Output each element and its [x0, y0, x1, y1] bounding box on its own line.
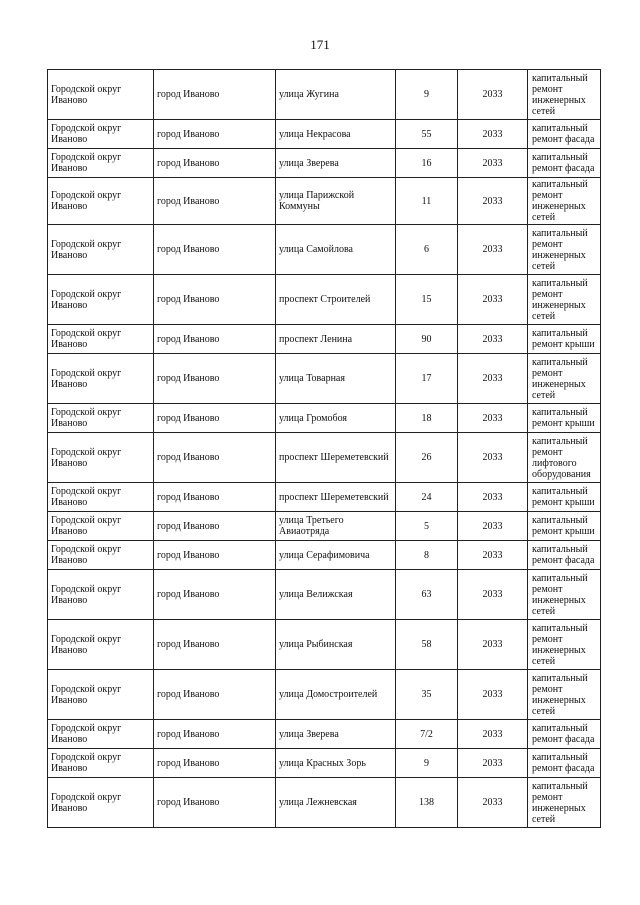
municipality-cell: Городской округ Иваново — [48, 720, 154, 749]
table-row — [48, 570, 601, 620]
work-type-cell: капитальный ремонт крыши — [528, 512, 601, 541]
year-cell: 2033 — [458, 720, 528, 749]
street-cell: улица Товарная — [276, 354, 396, 404]
municipality-cell: Городской округ Иваново — [48, 541, 154, 570]
street-cell: улица Красных Зорь — [276, 749, 396, 778]
street-cell: проспект Ленина — [276, 325, 396, 354]
street-cell: улица Некрасова — [276, 120, 396, 149]
house-number-cell: 6 — [396, 225, 458, 275]
street-cell: улица Жугина — [276, 70, 396, 120]
table-body — [48, 70, 601, 828]
house-number-cell: 90 — [396, 325, 458, 354]
table-row — [48, 620, 601, 670]
repair-schedule-table — [47, 69, 601, 828]
table-row — [48, 325, 601, 354]
settlement-cell: город Иваново — [154, 670, 276, 720]
municipality-cell: Городской округ Иваново — [48, 325, 154, 354]
settlement-cell: город Иваново — [154, 70, 276, 120]
house-number-cell: 58 — [396, 620, 458, 670]
municipality-cell: Городской округ Иваново — [48, 433, 154, 483]
street-cell: улица Рыбинская — [276, 620, 396, 670]
municipality-cell: Городской округ Иваново — [48, 225, 154, 275]
year-cell: 2033 — [458, 483, 528, 512]
work-type-cell: капитальный ремонт инженерных сетей — [528, 354, 601, 404]
work-type-cell: капитальный ремонт инженерных сетей — [528, 570, 601, 620]
work-type-cell: капитальный ремонт инженерных сетей — [528, 275, 601, 325]
settlement-cell: город Иваново — [154, 225, 276, 275]
table-row — [48, 120, 601, 149]
year-cell: 2033 — [458, 749, 528, 778]
table-row — [48, 178, 601, 225]
year-cell: 2033 — [458, 120, 528, 149]
house-number-cell: 55 — [396, 120, 458, 149]
work-type-cell: капитальный ремонт фасада — [528, 720, 601, 749]
work-type-cell: капитальный ремонт инженерных сетей — [528, 778, 601, 828]
year-cell: 2033 — [458, 225, 528, 275]
settlement-cell: город Иваново — [154, 512, 276, 541]
year-cell: 2033 — [458, 778, 528, 828]
table-row — [48, 225, 601, 275]
municipality-cell: Городской округ Иваново — [48, 178, 154, 225]
settlement-cell: город Иваново — [154, 275, 276, 325]
municipality-cell: Городской округ Иваново — [48, 354, 154, 404]
street-cell: проспект Строителей — [276, 275, 396, 325]
table-row — [48, 749, 601, 778]
house-number-cell: 5 — [396, 512, 458, 541]
year-cell: 2033 — [458, 541, 528, 570]
table-row — [48, 541, 601, 570]
municipality-cell: Городской округ Иваново — [48, 149, 154, 178]
street-cell: улица Громобоя — [276, 404, 396, 433]
house-number-cell: 63 — [396, 570, 458, 620]
table-row — [48, 670, 601, 720]
house-number-cell: 26 — [396, 433, 458, 483]
year-cell: 2033 — [458, 404, 528, 433]
street-cell: улица Третьего Авиаотряда — [276, 512, 396, 541]
work-type-cell: капитальный ремонт инженерных сетей — [528, 670, 601, 720]
settlement-cell: город Иваново — [154, 325, 276, 354]
municipality-cell: Городской округ Иваново — [48, 404, 154, 433]
settlement-cell: город Иваново — [154, 570, 276, 620]
municipality-cell: Городской округ Иваново — [48, 275, 154, 325]
house-number-cell: 9 — [396, 70, 458, 120]
settlement-cell: город Иваново — [154, 541, 276, 570]
street-cell: улица Парижской Коммуны — [276, 178, 396, 225]
street-cell: улица Лежневская — [276, 778, 396, 828]
table-row — [48, 70, 601, 120]
street-cell: проспект Шереметевский — [276, 433, 396, 483]
settlement-cell: город Иваново — [154, 404, 276, 433]
street-cell: улица Велижская — [276, 570, 396, 620]
municipality-cell: Городской округ Иваново — [48, 570, 154, 620]
work-type-cell: капитальный ремонт инженерных сетей — [528, 225, 601, 275]
table-row — [48, 404, 601, 433]
work-type-cell: капитальный ремонт фасада — [528, 749, 601, 778]
year-cell: 2033 — [458, 670, 528, 720]
work-type-cell: капитальный ремонт инженерных сетей — [528, 70, 601, 120]
municipality-cell: Городской округ Иваново — [48, 749, 154, 778]
year-cell: 2033 — [458, 570, 528, 620]
work-type-cell: капитальный ремонт инженерных сетей — [528, 620, 601, 670]
year-cell: 2033 — [458, 275, 528, 325]
settlement-cell: город Иваново — [154, 620, 276, 670]
work-type-cell: капитальный ремонт лифтового оборудования — [528, 433, 601, 483]
table-row — [48, 354, 601, 404]
house-number-cell: 9 — [396, 749, 458, 778]
table-row — [48, 720, 601, 749]
year-cell: 2033 — [458, 325, 528, 354]
house-number-cell: 18 — [396, 404, 458, 433]
municipality-cell: Городской округ Иваново — [48, 483, 154, 512]
table-row — [48, 778, 601, 828]
settlement-cell: город Иваново — [154, 178, 276, 225]
municipality-cell: Городской округ Иваново — [48, 670, 154, 720]
house-number-cell: 11 — [396, 178, 458, 225]
house-number-cell: 8 — [396, 541, 458, 570]
house-number-cell: 17 — [396, 354, 458, 404]
house-number-cell: 138 — [396, 778, 458, 828]
house-number-cell: 24 — [396, 483, 458, 512]
settlement-cell: город Иваново — [154, 120, 276, 149]
table-row — [48, 483, 601, 512]
municipality-cell: Городской округ Иваново — [48, 778, 154, 828]
work-type-cell: капитальный ремонт крыши — [528, 483, 601, 512]
house-number-cell: 16 — [396, 149, 458, 178]
year-cell: 2033 — [458, 70, 528, 120]
work-type-cell: капитальный ремонт фасада — [528, 541, 601, 570]
year-cell: 2033 — [458, 620, 528, 670]
house-number-cell: 7/2 — [396, 720, 458, 749]
table-row — [48, 275, 601, 325]
work-type-cell: капитальный ремонт инженерных сетей — [528, 178, 601, 225]
page-number: 171 — [310, 37, 330, 52]
house-number-cell: 35 — [396, 670, 458, 720]
settlement-cell: город Иваново — [154, 354, 276, 404]
street-cell: улица Зверева — [276, 720, 396, 749]
year-cell: 2033 — [458, 512, 528, 541]
settlement-cell: город Иваново — [154, 749, 276, 778]
table-row — [48, 149, 601, 178]
street-cell: улица Самойлова — [276, 225, 396, 275]
settlement-cell: город Иваново — [154, 778, 276, 828]
year-cell: 2033 — [458, 433, 528, 483]
table-row — [48, 512, 601, 541]
work-type-cell: капитальный ремонт крыши — [528, 404, 601, 433]
year-cell: 2033 — [458, 178, 528, 225]
work-type-cell: капитальный ремонт крыши — [528, 325, 601, 354]
work-type-cell: капитальный ремонт фасада — [528, 120, 601, 149]
municipality-cell: Городской округ Иваново — [48, 620, 154, 670]
settlement-cell: город Иваново — [154, 433, 276, 483]
settlement-cell: город Иваново — [154, 149, 276, 178]
work-type-cell: капитальный ремонт фасада — [528, 149, 601, 178]
street-cell: проспект Шереметевский — [276, 483, 396, 512]
municipality-cell: Городской округ Иваново — [48, 512, 154, 541]
year-cell: 2033 — [458, 354, 528, 404]
street-cell: улица Зверева — [276, 149, 396, 178]
house-number-cell: 15 — [396, 275, 458, 325]
year-cell: 2033 — [458, 149, 528, 178]
municipality-cell: Городской округ Иваново — [48, 120, 154, 149]
settlement-cell: город Иваново — [154, 483, 276, 512]
settlement-cell: город Иваново — [154, 720, 276, 749]
street-cell: улица Домостроителей — [276, 670, 396, 720]
street-cell: улица Серафимовича — [276, 541, 396, 570]
table-row — [48, 433, 601, 483]
municipality-cell: Городской округ Иваново — [48, 70, 154, 120]
